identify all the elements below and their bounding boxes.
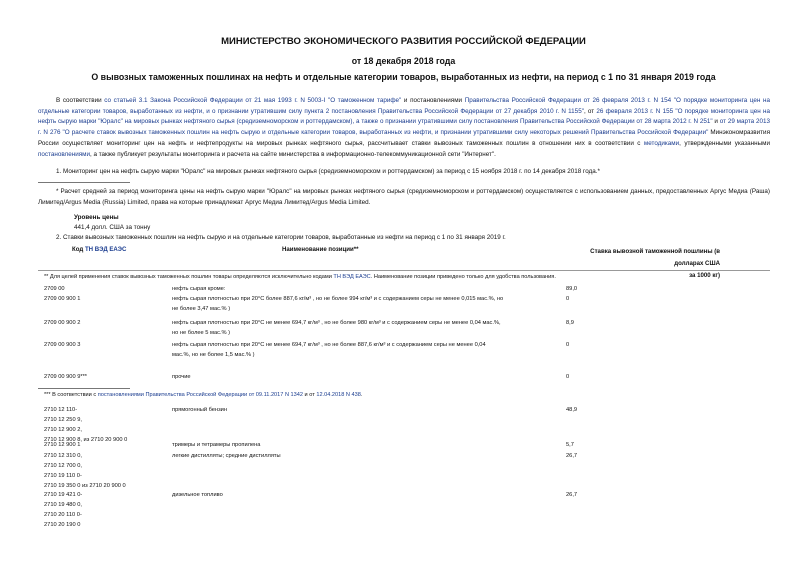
row-code-line: 2710 12 700 0, (44, 463, 82, 469)
row-rate: 89,0 (566, 286, 578, 292)
row-name-line: нефть сырая плотностью при 20°С не менее 694,7 кг/м³ , но не более 887,6 кг/м³ и с содержанием серы не менее 0,04 (172, 342, 486, 348)
resolution-154-link[interactable]: Правительства Российской Федерации от 26 февраля 2013 г. N 154 "О порядке мониторинга цен на отдельные категории товаров, выработанных из нефти, и о признании утратившим силу пункта 2 постановления Правительства Российской Федерации от 27 декабря 2010 г. N 1155" (38, 97, 770, 115)
row-code-line: 2709 00 900 9*** (44, 374, 88, 380)
row-code (44, 294, 169, 304)
rates-paragraph: 2. Ставки вывозных таможенных пошлин на нефть сырую и на отдельные категории товаров, выработанные из нефти на период с 1 по 31 января 2019 г. (56, 234, 506, 241)
row-code-line: 2710 12 900 2, (44, 427, 82, 433)
row-name-line: тримеры и тетрамеры пропилена (172, 442, 261, 448)
row-code-line: 2710 12 900 1 (44, 442, 81, 448)
row-code-line: 2710 19 421 0- (44, 492, 83, 498)
row-code-line: 2709 00 900 2 (44, 320, 81, 326)
footnote-argus: * Расчет средней за период мониторинга цены на нефть сырую марки "Юралс" на мировых рынках нефтяного сырья (средиземноморском и роттердамском) осуществляется с использованием данных, предоставленных Аргус Медиа (Раша) Лимитед/Argus Media (Russia) Limited, права на которые принадлежат Аргус Медиа Лимитед/Argus Media Limited. (38, 188, 770, 206)
row-name-line: легкие дистилляты; средние дистилляты (172, 453, 281, 459)
resolution-155-link[interactable]: 26 февраля 2013 г. N 155 "О порядке мониторинга цен на нефть сырую марки "Юралс" на мировых рынках нефтяного сырья (средиземноморском и роттердамском), а также о признании утратившими силу постановления Правительства Российской Федерации от 28 марта 2012 г. N 251" (38, 107, 770, 126)
row-code-line: 2710 12 310 0, (44, 453, 82, 459)
row-name (172, 440, 562, 450)
row-code (44, 284, 169, 294)
row-name-line: нефть сырая кроме: (172, 286, 226, 292)
table-header-divider (38, 270, 770, 271)
row-code (44, 340, 169, 350)
table-header-code: Код ТН ВЭД ЕАЭС (72, 246, 127, 253)
row-code (44, 451, 169, 491)
row-rate: 26,7 (566, 453, 578, 459)
row-name-line: мас.%, но не более 1,5 мас.% ) (172, 352, 255, 358)
row-name (172, 340, 562, 360)
monitoring-paragraph: 1. Мониторинг цен на нефть сырую марки "Юралс" на мировых рынках нефтяного сырья (средиземноморском и роттердамском) за период с 15 ноября 2018 г. по 14 декабря 2018 года.* (56, 168, 600, 175)
resolution-276-link[interactable]: от 29 марта 2013 г. N 276 "О расчете ставок вывозных таможенных пошлин на нефть сырую и отдельные категории товаров, выработанных из нефти, и признании утратившими силу некоторых решений Правительства Российской Федерации" (38, 118, 770, 137)
tnved-link[interactable]: ТН ВЭД ЕАЭС (84, 246, 127, 253)
row-code-line: 2710 19 350 0 из 2710 20 900 0 (44, 483, 126, 489)
row-code-line: 2710 19 480 0, (44, 502, 82, 508)
document-title: О вывозных таможенных пошлинах на нефть и отдельные категории товаров, выработанных из нефти, на период с 1 по 31 января 2019 года (91, 72, 716, 82)
row-name-line: нефть сырая плотностью при 20°С не менее 694,7 кг/м³ , но не более 980 кг/м³ и с содержанием серы не менее 0,04 мас.%, (172, 320, 501, 326)
table-note-codes: ** Для целей применения ставок вывозных таможенных пошлин товары определяются исключительно кодами ТН ВЭД ЕАЭС. Наименование позиции приведено только для удобства пользования. (44, 274, 556, 280)
row-name (172, 294, 562, 314)
row-code-line: 2709 00 900 1 (44, 296, 81, 302)
row-name (172, 284, 562, 294)
table-header-name: Наименование позиции** (282, 246, 359, 253)
row-name (172, 372, 562, 382)
resolutions-link[interactable]: постановлениями (38, 150, 90, 158)
row-name-line: нефть сырая плотностью при 20°С более 887,6 кг/м³ , но не более 994 кг/м³ и с содержанием серы не менее 0,015 мас.%, но (172, 296, 504, 302)
row-name-line: не более 3,47 мас.% ) (172, 306, 231, 312)
row-rate: 0 (566, 342, 570, 348)
table-note-resolutions: *** В соответствии с постановлениями Правительства Российской Федерации от 09.11.2017 N 1342 и от 12.04.2018 N 438. (44, 392, 363, 398)
row-code-line: 2709 00 (44, 286, 65, 292)
price-level-value: 441,4 долл. США за тонну (74, 224, 151, 231)
resolution-438-link[interactable]: 12.04.2018 N 438 (316, 392, 361, 398)
document-date: от 18 декабря 2018 года (351, 56, 456, 66)
row-code-line: 2710 19 110 0- (44, 473, 82, 479)
row-code (44, 440, 169, 450)
row-name (172, 405, 562, 415)
row-name-line: прочие (172, 374, 191, 380)
row-rate: 48,9 (566, 407, 578, 413)
row-code (44, 372, 169, 382)
price-level-heading: Уровень цены (74, 214, 119, 221)
row-name-line: дизельное топливо (172, 492, 223, 498)
row-code-line: 2710 12 900 8, из 2710 20 900 0 (44, 437, 128, 443)
row-code (44, 318, 169, 328)
row-code-line: 2710 12 250 9, (44, 417, 82, 423)
row-rate: 8,9 (566, 320, 574, 326)
row-rate: 5,7 (566, 442, 574, 448)
tnved-note-link[interactable]: ТН ВЭД ЕАЭС (333, 274, 371, 280)
row-code-line: 2710 20 190 0 (44, 522, 81, 528)
row-rate: 26,7 (566, 492, 578, 498)
table-header-rate: Ставка вывозной таможенной пошлины (в долларах США за 1000 кг) (590, 248, 720, 279)
ministry-heading: МИНИСТЕРСТВО ЭКОНОМИЧЕСКОГО РАЗВИТИЯ РОССИЙСКОЙ ФЕДЕРАЦИИ (221, 36, 586, 47)
row-code-line: 2710 20 110 0- (44, 512, 82, 518)
row-name (172, 451, 562, 461)
row-name (172, 318, 562, 338)
law-link[interactable]: со статьей 3.1 Закона Российской Федерации от 21 мая 1993 г. N 5003-I "О таможенном тарифе" (104, 97, 402, 104)
row-name-line: но не более 5 мас.% ) (172, 330, 231, 336)
footnote-divider (38, 182, 130, 183)
note3-divider (38, 388, 130, 389)
row-code-line: 2709 00 900 3 (44, 342, 81, 348)
resolution-1342-link[interactable]: постановлениями Правительства Российской Федерации от 09.11.2017 N 1342 (97, 392, 303, 398)
row-rate: 0 (566, 296, 570, 302)
intro-paragraph: В соответствии со статьей 3.1 Закона Российской Федерации от 21 мая 1993 г. N 5003-I "О таможенном тарифе" и постановлениями Правительства Российской Федерации от 26 февраля 2013 г. N 154 "О порядке мониторинга цен на отдельные категории товаров, выработанных из нефти, и о признании утратившим силу пункта 2 постановления Правительства Российской Федерации от 27 декабря 2010 г. N 1155", от 26 февраля 2013 г. N 155 "О порядке мониторинга цен на нефть сырую марки "Юралс" на мировых рынках нефтяного сырья (средиземноморском и роттердамском), а также о признании утратившими силу постановления Правительства Российской Федерации от 28 марта 2012 г. N 251" и от 29 марта 2013 г. N 276 "О расчете ставок вывозных таможенных пошлин на нефть сырую и отдельные категории товаров, выработанных из нефти, и признании утратившими силу некоторых решений Правительства Российской Федерации" Минэкономразвития России осуществляет мониторинг цен на нефть и нефтепродукты на мировых рынках нефтяного сырья, рассчитывает ставки вывозных таможенных пошлин в отношении них в соответствии с методиками, утвержденными указанными постановлениями, а также публикует результаты мониторинга и расчета на сайте министерства в информационно-телекоммуникационной сети "Интернет". (38, 97, 770, 158)
row-code (44, 405, 169, 445)
row-code-line: 2710 12 110- (44, 407, 78, 413)
row-name-line: прямогонный бензин (172, 407, 227, 413)
methods-link[interactable]: методиками (643, 139, 680, 147)
row-rate: 0 (566, 374, 570, 380)
row-name (172, 490, 562, 500)
row-code (44, 490, 169, 530)
